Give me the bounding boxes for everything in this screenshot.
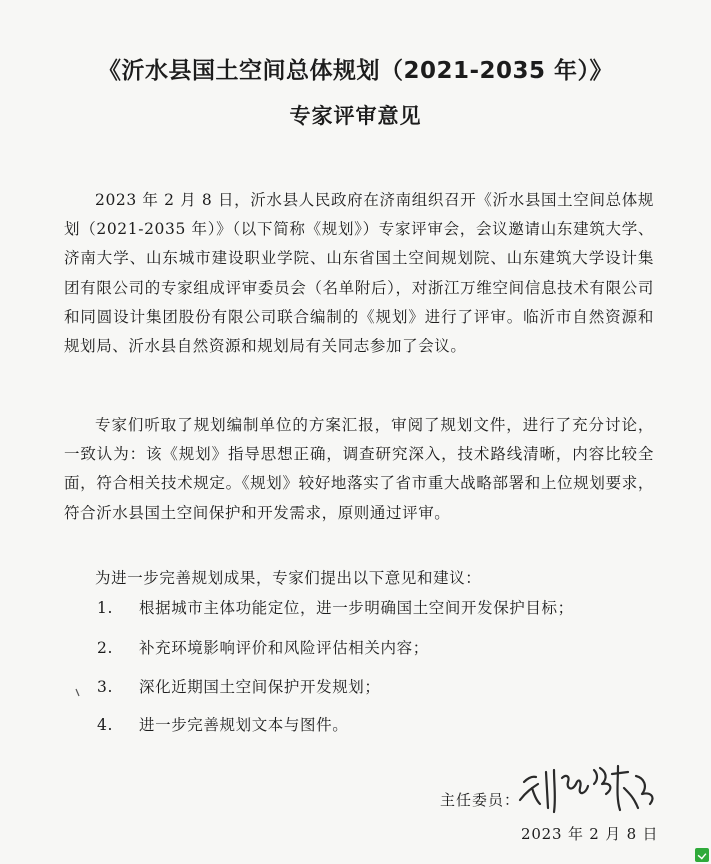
suggestion-item <box>97 676 381 698</box>
chair-label: 主任委员： <box>440 791 521 809</box>
paragraph-meeting-info: 2023 年 2 月 8 日，沂水县人民政府在济南组织召开《沂水县国土空间总体规划（2021-2035 年）》（以下简称《规划》）专家评审会，会议邀请山东建筑大学、济南大学、山东城市建设职业学院、山东省国土空间规划院、山东建筑大学设计集团有限公司的专家组成评审委员会（名单附后），对浙江万维空间信息技术有限公司和同圆设计集团股份有限公司联合编制的《规划》进行了评审。临沂市自然资源和规划局、沂水县自然资源和规划局有关同志参加了会议。 <box>64 191 654 356</box>
corner-check-icon <box>695 848 709 862</box>
suggestion-text: 深化近期国土空间保护开发规划； <box>139 678 381 696</box>
paragraph-expert-opinion: 专家们听取了规划编制单位的方案汇报，审阅了规划文件，进行了充分讨论，一致认为：该《规划》指导思想正确，调查研究深入，技术路线清晰，内容比较全面，符合相关技术规定。《规划》较好地落实了省市重大战略部署和上位规划要求，符合沂水县国土空间保护和开发需求，原则通过评审。 <box>64 416 654 522</box>
suggestion-number: 1. <box>97 599 113 617</box>
suggestion-number: 2. <box>97 639 113 657</box>
suggestion-item <box>97 637 429 659</box>
suggestion-item <box>97 597 574 619</box>
suggestion-text: 进一步完善规划文本与图件。 <box>139 716 349 734</box>
suggestion-text: 补充环境影响评价和风险评估相关内容； <box>139 639 429 657</box>
suggestion-text: 根据城市主体功能定位，进一步明确国土空间开发保护目标； <box>139 599 574 617</box>
stray-pen-mark <box>74 687 84 699</box>
handwritten-signature <box>510 748 690 818</box>
paragraph-suggestions-intro: 为进一步完善规划成果，专家们提出以下意见和建议： <box>95 569 482 587</box>
suggestion-number: 3. <box>97 678 113 696</box>
suggestion-item <box>97 714 348 736</box>
suggestion-number: 4. <box>97 716 113 734</box>
document-title: 《沂水县国土空间总体规划（2021-2035 年）》 <box>97 58 614 84</box>
document-date: 2023 年 2 月 8 日 <box>521 825 659 843</box>
document-subtitle: 专家评审意见 <box>289 104 422 128</box>
